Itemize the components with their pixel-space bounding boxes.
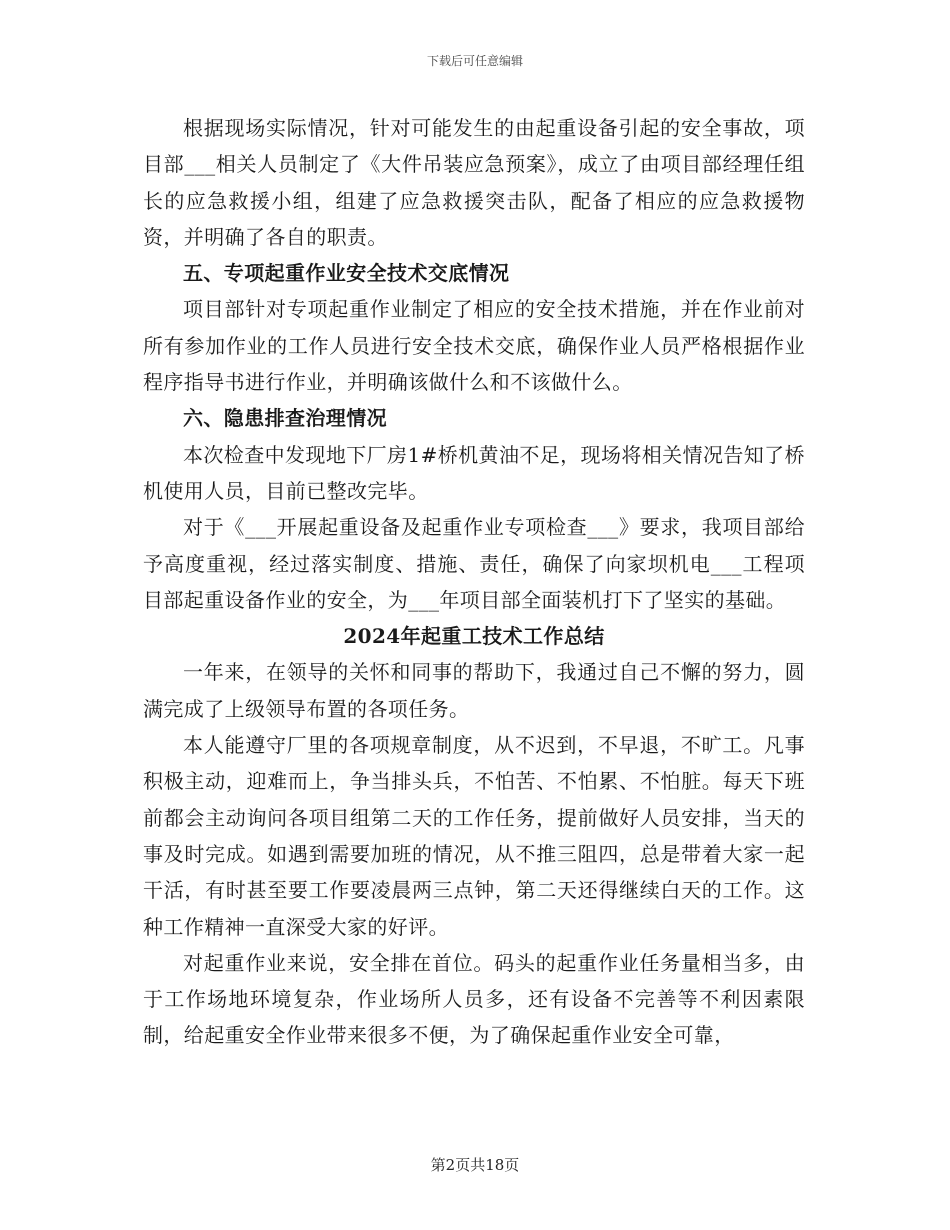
section-heading-6: 六、隐患排查治理情况 xyxy=(183,406,387,431)
document-body xyxy=(143,110,805,1054)
paragraph-discipline: 本人能遵守厂里的各项规章制度，从不迟到，不早退，不旷工。凡事积极主动，迎难而上，争当排头兵，不怕苦、不怕累、不怕脏。每天下班前都会主动询问各项目组第二天的工作任务，提前做好人员安排，当天的事及时完成。如遇到需要加班的情况，从不推三阻四，总是带着大家一起干活，有时甚至要工作要凌晨两三点钟，第二天还得继续白天的工作。这种工作精神一直深受大家的好评。 xyxy=(143,733,805,939)
paragraph-safety: 对起重作业来说，安全排在首位。码头的起重作业任务量相当多，由于工作场地环境复杂，作业场所人员多，还有设备不完善等不利因素限制，给起重安全作业带来很多不便，为了确保起重作业安全可靠， xyxy=(143,950,805,1048)
paragraph-technical-briefing: 项目部针对专项起重作业制定了相应的安全技术措施，并在作业前对所有参加作业的工作人员进行安全技术交底，确保作业人员严格根据作业程序指导书进行作业，并明确该做什么和不该做什么。 xyxy=(143,297,805,395)
page-header: 下载后可任意编辑 xyxy=(426,54,523,68)
paragraph-emergency-plan: 根据现场实际情况，针对可能发生的由起重设备引起的安全事故，项目部___相关人员制定了《大件吊装应急预案》，成立了由项目部经理任组长的应急救援小组，组建了应急救援突击队，配备了相应的应急救援物资，并明确了各自的职责。 xyxy=(143,116,805,249)
paragraph-conclusion: 对于《___开展起重设备及起重作业专项检查___》要求，我项目部给予高度重视，经过落实制度、措施、责任，确保了向家坝机电___工程项目部起重设备作业的安全，为___年项目部全面装机打下了坚实的基础。 xyxy=(143,515,805,612)
document-title: 2024年起重工技术工作总结 xyxy=(343,624,605,649)
paragraph-hazard-finding: 本次检查中发现地下厂房1#桥机黄油不足，现场将相关情况告知了桥机使用人员，目前已整改完毕。 xyxy=(143,442,805,503)
page-footer: 第2页共18页 xyxy=(430,1156,520,1174)
section-heading-5: 五、专项起重作业安全技术交底情况 xyxy=(183,261,510,286)
paragraph-intro: 一年来，在领导的关怀和同事的帮助下，我通过自己不懈的努力，圆满完成了上级领导布置的各项任务。 xyxy=(143,660,805,721)
